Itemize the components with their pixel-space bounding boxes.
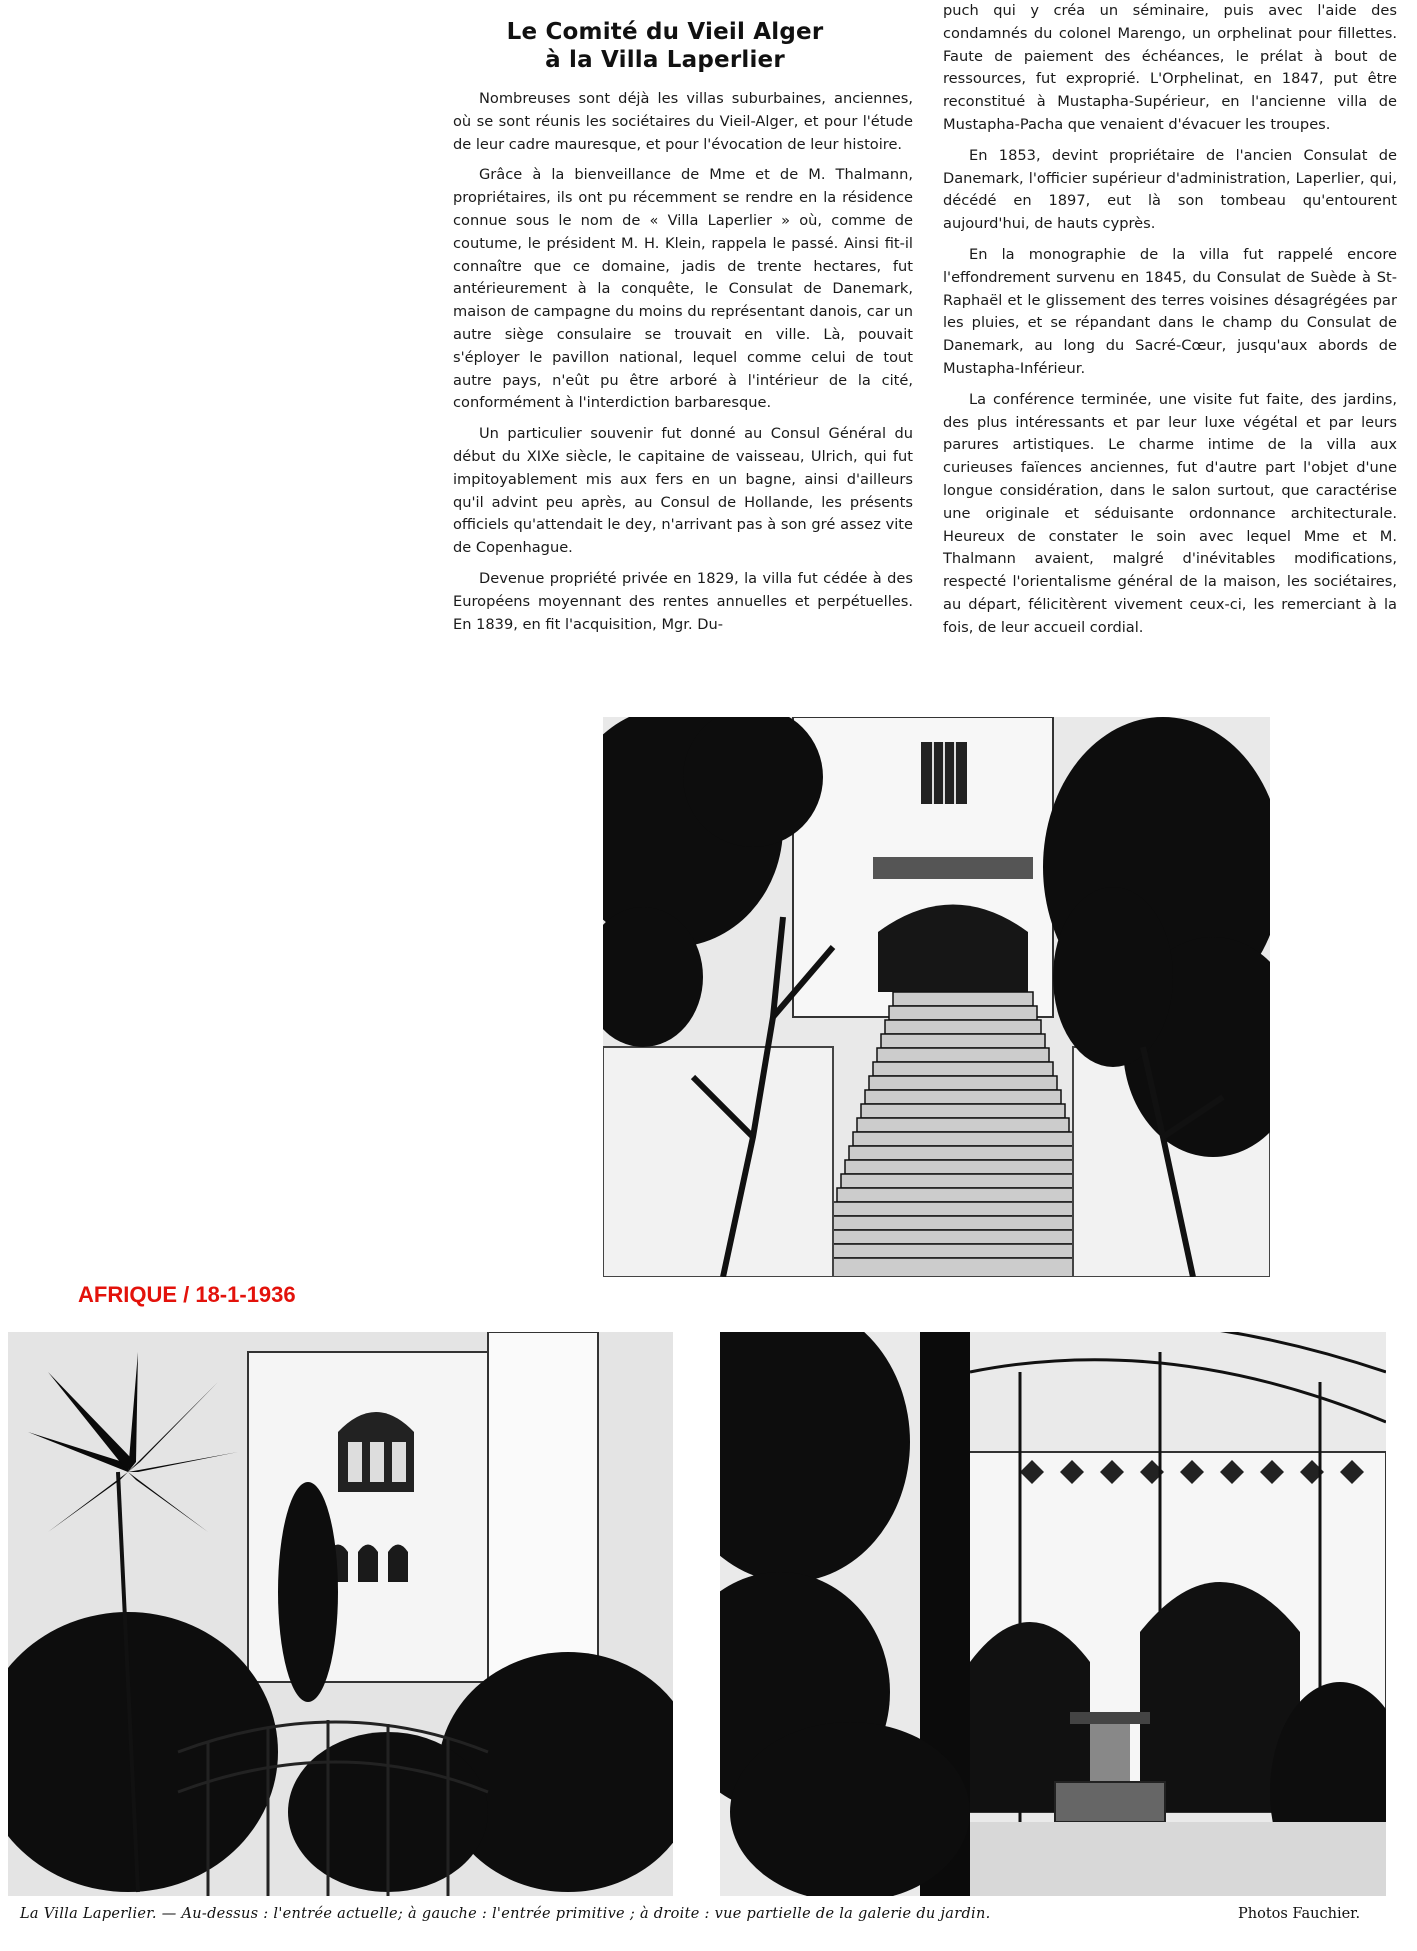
paragraph: En la monographie de la villa fut rappelé encore l'effondrement survenu en 1845, du Consulat de Suède à St-Raphaël et le glissement des terres voisines désagrégées par les pluies, et se répandant dans le champ du Consulat de Danemark, au long du Sacré-Cœur, jusqu'aux abords de Mustapha-Inférieur. bbox=[943, 245, 1397, 377]
paragraph: Grâce à la bienveillance de Mme et de M. Thalmann, propriétaires, ils ont pu récemment se rendre en la résidence connue sous le nom de « Villa Laperlier » où, comme de coutume, le président M. H. Klein, rappela le passé. Ainsi fit-il connaître que ce domaine, jadis de trente hectares, fut antérieurement à la conquête, le Consulat de Danemark, maison de campagne du moins du représentant danois, car un autre siège consulaire se trouvait en ville. Là, pouvait s'éployer le pavillon national, lequel comme celui de tout autre pays, n'eût pu être arboré à l'intérieur de la cité, conformément à l'interdiction barbaresque. bbox=[453, 166, 913, 412]
photo-primitive-entrance bbox=[8, 1332, 673, 1896]
paragraph: Un particulier souvenir fut donné au Consul Général du début du XIXe siècle, le capitaine de vaisseau, Ulrich, qui fut impitoyablement mis aux fers en un bagne, ainsi d'ailleurs qu'il advint peu après, au Consul de Hollande, les présents officiels qu'attendait le dey, n'arrivant pas à son gré assez vite de Copenhague. bbox=[453, 425, 913, 557]
paragraph: En 1853, devint propriétaire de l'ancien Consulat de Danemark, l'officier supérieur d'administration, Laperlier, qui, décédé en 1897, eut là son tombeau qu'entourent aujourd'hui, de hauts cyprès. bbox=[943, 146, 1397, 233]
source-label: AFRIQUE / 18-1-1936 bbox=[78, 1282, 296, 1307]
photo-garden-gallery bbox=[720, 1332, 1386, 1896]
article-column-left bbox=[453, 88, 913, 644]
photo-credit: Photos Fauchier. bbox=[1238, 1906, 1361, 1922]
article-title bbox=[455, 18, 875, 74]
article-column-right bbox=[943, 0, 1397, 648]
paragraph: puch qui y créa un séminaire, puis avec l'aide des condamnés du colonel Marengo, un orphelinat pour fillettes. Faute de paiement des échéances, le prélat à bout de ressources, fut exproprié. L'Orphelinat, en 1847, put être reconstitué à Mustapha-Supérieur, en l'ancienne villa de Mustapha-Pacha que venaient d'évacuer les troupes. bbox=[943, 2, 1397, 133]
gallery-illustration bbox=[720, 1332, 1386, 1896]
villa-facade-illustration bbox=[8, 1332, 673, 1896]
photo-caption: La Villa Laperlier. — Au-dessus : l'entrée actuelle; à gauche : l'entrée primitive ; à droite : vue partielle de la galerie du jardin. bbox=[20, 1906, 991, 1922]
paragraph: Devenue propriété privée en 1829, la villa fut cédée à des Européens moyennant des rentes annuelles et perpétuelles. En 1839, en fit l'acquisition, Mgr. Du- bbox=[453, 569, 913, 633]
paragraph: Nombreuses sont déjà les villas suburbaines, anciennes, où se sont réunis les sociétaires du Vieil-Alger, et pour l'étude de leur cadre mauresque, et pour l'évocation de leur histoire. bbox=[453, 90, 913, 153]
title-line-2: à la Villa Laperlier bbox=[545, 47, 785, 73]
photo-current-entrance bbox=[603, 717, 1270, 1277]
staircase-illustration bbox=[603, 717, 1270, 1277]
title-line-1: Le Comité du Vieil Alger bbox=[506, 19, 824, 45]
paragraph: La conférence terminée, une visite fut faite, des jardins, des plus intéressants et par leur luxe végétal et par leurs parures artistiques. Le charme intime de la villa aux curieuses faïences anciennes, fut d'autre part l'objet d'une longue considération, dans le salon surtout, que caractérise une originale et séduisante ordonnance architecturale. Heureux de constater le soin avec lequel Mme et M. Thalmann avaient, malgré d'inévitables modifications, respecté l'orientalisme général de la maison, les sociétaires, au départ, félicitèrent vivement ceux-ci, les remerciant à la fois, de leur accueil cordial. bbox=[943, 390, 1397, 636]
